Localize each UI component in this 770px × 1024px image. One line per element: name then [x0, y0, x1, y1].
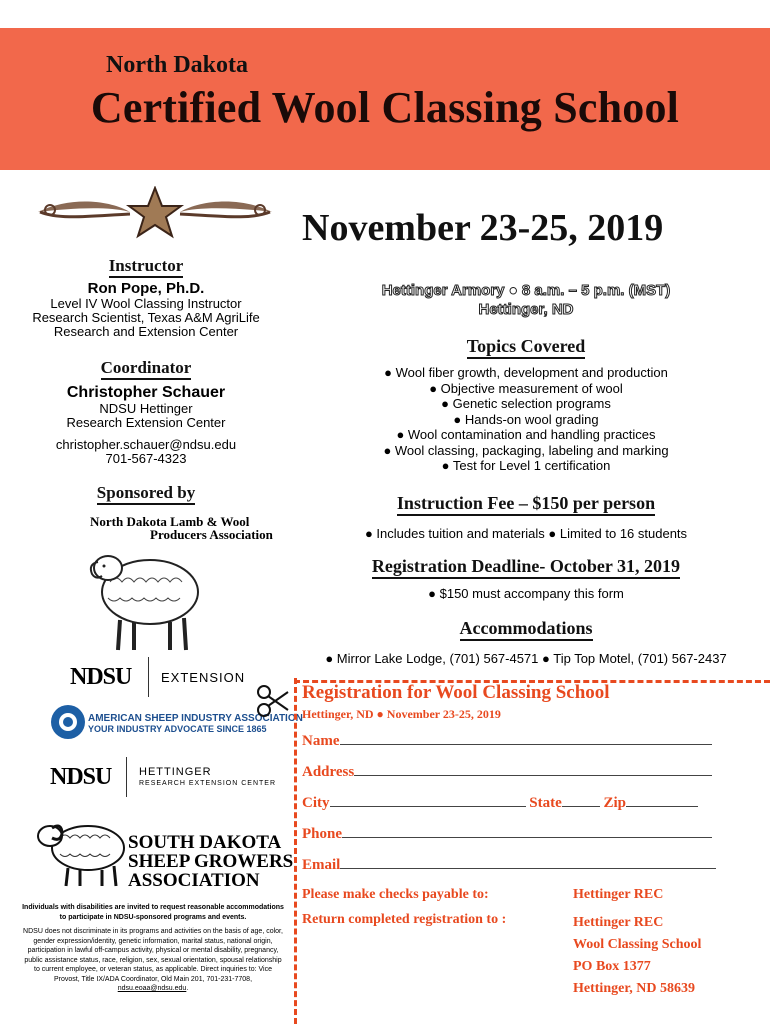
location-line2: Hettinger, ND [478, 301, 574, 318]
return-line: PO Box 1377 [573, 959, 651, 974]
sheep-icon [80, 542, 210, 654]
form-subtitle: Hettinger, ND ● November 23-25, 2019 [302, 707, 501, 721]
instructor-heading: Instructor [109, 256, 184, 278]
banner-subtitle: North Dakota [106, 52, 248, 78]
return-line: Hettinger REC [573, 915, 664, 930]
phone-label: Phone [302, 826, 343, 842]
logo-divider [148, 657, 149, 697]
sd-line1: SOUTH DAKOTA [128, 832, 282, 853]
coordinator-phone: 701-567-4323 [105, 451, 187, 466]
extension-logo: EXTENSION [161, 670, 246, 685]
fee-section [296, 493, 756, 541]
sponsored-by-heading: Sponsored by [97, 483, 195, 505]
address-field[interactable] [302, 762, 712, 781]
event-location [296, 281, 756, 319]
disclaimer-email-link[interactable]: ndsu.eoaa@ndsu.edu [117, 985, 187, 992]
banner-title: Certified Wool Classing School [90, 83, 680, 132]
sponsored-by-section [20, 483, 272, 503]
sd-sheep-growers-logo [128, 833, 293, 890]
coordinator-section [20, 358, 272, 466]
coordinator-email: christopher.schauer@ndsu.edu [55, 437, 237, 452]
coordinator-heading: Coordinator [101, 358, 192, 380]
accommodations-section [296, 618, 756, 666]
checks-label: Please make checks payable to: [302, 887, 489, 902]
instructor-line: Research and Extension Center [53, 324, 239, 339]
deadline-section [296, 556, 756, 601]
hettinger-logo-text [139, 766, 276, 790]
ram-icon [30, 808, 130, 888]
email-label: Email [302, 857, 341, 873]
hettinger-line2: RESEARCH EXTENSION CENTER [139, 780, 277, 787]
fee-text: ● Includes tuition and materials ● Limited to 16 students [364, 526, 688, 541]
payee: Hettinger REC [573, 887, 664, 902]
deadline-text: ● $150 must accompany this form [428, 586, 624, 601]
return-address [573, 912, 701, 1000]
scissors-icon [256, 684, 290, 718]
return-line: Hettinger, ND 58639 [573, 981, 695, 996]
disclaimer-bold: Individuals with disabilities are invited to request reasonable accommodations to participate in NDSU-sponsored programs and events. [22, 904, 284, 921]
accommodations-heading: Accommodations [460, 618, 593, 641]
city-label: City [302, 795, 330, 811]
coordinator-line: Research Extension Center [66, 415, 226, 430]
state-input-line[interactable] [562, 793, 600, 807]
coordinator-name: Christopher Schauer [66, 384, 226, 401]
deadline-heading: Registration Deadline- October 31, 2019 [372, 556, 680, 579]
topic-item: ● Objective measurement of wool [429, 380, 623, 396]
name-label: Name [302, 733, 340, 749]
asi-logo-icon [50, 704, 86, 740]
sd-line3: ASSOCIATION [128, 870, 260, 891]
phone-field[interactable] [302, 824, 712, 843]
logo-divider-2 [126, 757, 127, 797]
disclaimer [22, 903, 284, 994]
nd-lamb-wool-logo [90, 515, 273, 541]
ndsu-logo-2: NDSU [50, 764, 112, 790]
topic-item: ● Hands-on wool grading [453, 411, 599, 427]
topic-item: ● Test for Level 1 certification [441, 458, 611, 473]
asi-line1: AMERICAN SHEEP INDUSTRY ASSOCIATION [88, 713, 303, 724]
hettinger-line1: HETTINGER [139, 766, 212, 778]
topic-item: ● Genetic selection programs [441, 396, 611, 411]
fee-heading: Instruction Fee – $150 per person [397, 493, 655, 516]
accommodations-text: ● Mirror Lake Lodge, (701) 567-4571 ● Tip Top Motel, (701) 567-2437 [325, 651, 727, 666]
topics-section [296, 336, 756, 474]
topic-item: ● Wool fiber growth, development and production [384, 365, 668, 380]
address-label: Address [302, 764, 355, 780]
state-label: State [529, 795, 562, 811]
name-field[interactable] [302, 731, 712, 750]
instructor-name: Ron Pope, Ph.D. [87, 280, 205, 297]
disclaimer-body: NDSU does not discriminate in its programs and activities on the basis of age, color, gender expression/identity, genetic information, marital status, national origin, participation in lawful off-campus activity, physical or mental disability, pregnancy, public assistance status, race, religion, sex, sexual orientation, spousal relationship to current employee, or veteran status, as applicable. Direct inquiries to: Vice Provost, Title IX/ADA Coordinator, Old Main 201, 701-231-7708, [23, 928, 283, 983]
instructor-line: Research Scientist, Texas A&M AgriLife [32, 310, 260, 325]
star-ornament-icon [30, 186, 280, 242]
phone-input-line[interactable] [342, 824, 712, 838]
city-input-line[interactable] [330, 793, 526, 807]
zip-label: Zip [603, 795, 627, 811]
address-input-line[interactable] [354, 762, 712, 776]
name-input-line[interactable] [340, 731, 712, 745]
location-line1: Hettinger Armory ● 8 a.m. – 5 p.m. (MST) [381, 282, 671, 299]
topics-heading: Topics Covered [467, 336, 586, 359]
nd-lamb-wool-line2: Producers Association [150, 527, 273, 542]
city-state-zip-field[interactable] [302, 793, 698, 812]
ndsu-logo: NDSU [70, 664, 132, 690]
return-line: Wool Classing School [573, 937, 702, 952]
sd-line2: SHEEP GROWERS [128, 851, 294, 872]
event-date: November 23-25, 2019 [302, 207, 664, 249]
asi-line2: YOUR INDUSTRY ADVOCATE SINCE 1865 [88, 724, 267, 734]
email-input-line[interactable] [340, 855, 716, 869]
cut-line-vertical [294, 678, 297, 1024]
topic-item: ● Wool contamination and handling practices [396, 427, 656, 442]
form-title: Registration for Wool Classing School [302, 682, 610, 703]
return-label: Return completed registration to : [302, 912, 507, 927]
zip-input-line[interactable] [626, 793, 698, 807]
nd-lamb-wool-line1: North Dakota Lamb & Wool [90, 514, 250, 529]
instructor-section [20, 256, 272, 339]
coordinator-line: NDSU Hettinger [99, 401, 193, 416]
disclaimer-end: . [186, 985, 189, 992]
instructor-line: Level IV Wool Classing Instructor [50, 296, 242, 311]
email-field[interactable] [302, 855, 716, 874]
topic-item: ● Wool classing, packaging, labeling and marking [383, 442, 669, 458]
